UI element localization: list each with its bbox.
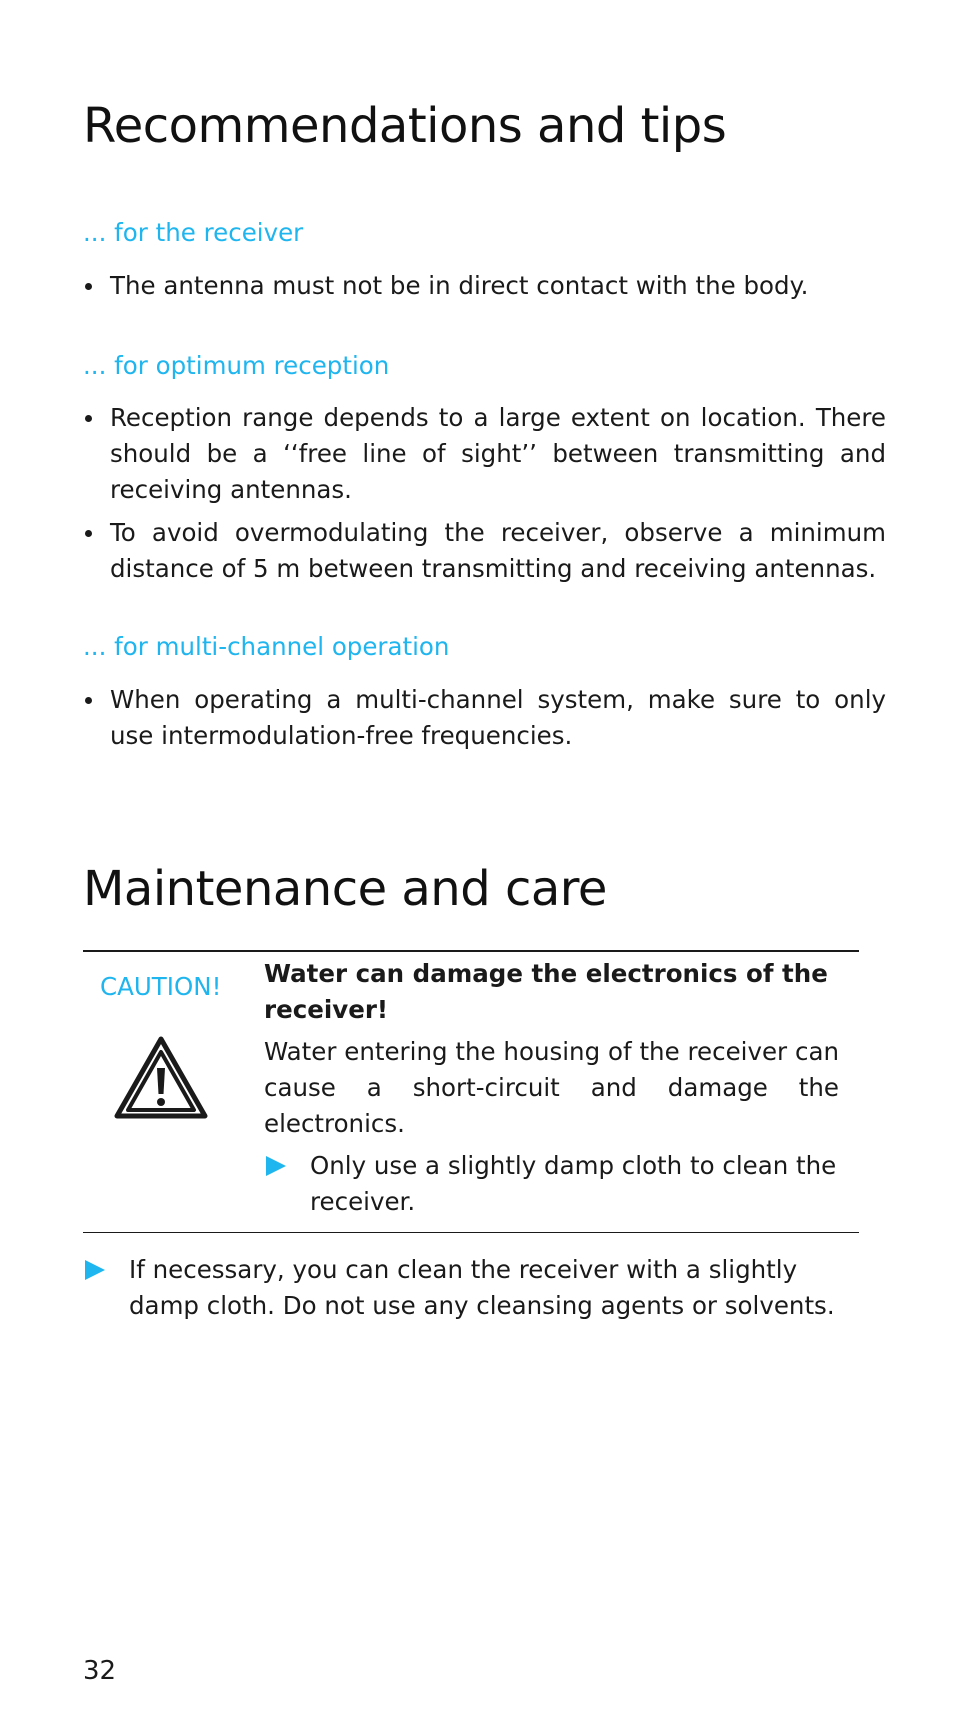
caution-instruction: Only use a slightly damp cloth to clean the receiver.	[264, 1148, 839, 1220]
warning-triangle-icon	[114, 1036, 208, 1120]
caution-label: CAUTION!	[100, 972, 222, 1001]
caution-content	[264, 956, 839, 1220]
section-title-recommendations: Recommendations and tips	[83, 98, 727, 154]
list-item: Reception range depends to a large extent on location. There should be a ‘‘free line of sight’’ between transmitting and receiving antennas.	[83, 400, 886, 508]
caution-box	[83, 950, 859, 1233]
bullet-icon	[85, 415, 92, 422]
list-item: When operating a multi-channel system, make sure to only use intermodulation-free frequencies.	[83, 682, 886, 754]
bullet-icon	[85, 283, 92, 290]
arrow-right-icon	[85, 1260, 105, 1280]
caution-text: Water entering the housing of the receiver can cause a short-circuit and damage the electronics.	[264, 1037, 839, 1138]
caution-title: Water can damage the electronics of the receiver!	[264, 959, 828, 1024]
subheading-receiver: ... for the receiver	[83, 218, 304, 247]
section-title-maintenance: Maintenance and care	[83, 861, 607, 917]
list-item: The antenna must not be in direct contact with the body.	[83, 268, 886, 304]
page-number: 32	[83, 1656, 117, 1686]
bullet-icon	[85, 697, 92, 704]
cleaning-instruction: If necessary, you can clean the receiver with a slightly damp cloth. Do not use any cleansing agents or solvents.	[83, 1252, 859, 1324]
subheading-multichannel: ... for multi-channel operation	[83, 632, 450, 661]
subheading-optimum-reception: ... for optimum reception	[83, 351, 390, 380]
bullet-icon	[85, 530, 92, 537]
list-item: To avoid overmodulating the receiver, observe a minimum distance of 5 m between transmitting and receiving antennas.	[83, 515, 886, 587]
arrow-right-icon	[266, 1156, 286, 1176]
